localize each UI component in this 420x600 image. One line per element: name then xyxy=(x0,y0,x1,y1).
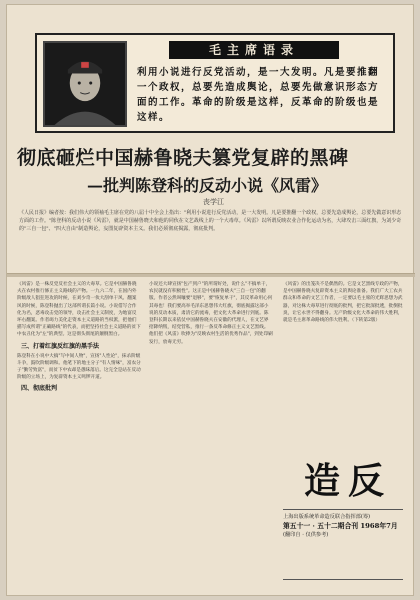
newspaper-page xyxy=(6,4,414,596)
paper-fold xyxy=(7,273,415,277)
section-heading: 四、彻底批判 xyxy=(21,385,58,393)
portrait-image xyxy=(43,41,127,127)
column-text: 《风雷》的出笼决不是偶然的。它是文艺黑线专政的产物，是中国赫鲁晓夫复辟资本主义的舆论准备。我们广大工农兵群众和革命的文艺工作者，一定要以毛主席的光辉思想为武器，对这株大毒草进行彻底的批判，把它批深批透，批倒批臭，让它永世不得翻身。无产阶级文化大革命的伟大胜利，就是毛主席革命路线的伟大胜利。（下转第2版） xyxy=(283,282,403,324)
masthead-title: 造反 xyxy=(303,460,392,502)
article-column-1 xyxy=(17,281,141,595)
divider xyxy=(283,509,403,510)
divider xyxy=(283,579,403,580)
quotation-title: 毛主席语录 xyxy=(169,41,339,59)
masthead-publisher: 上海出版系统革命造反联合指挥部(筹) xyxy=(283,514,371,520)
quotation-text: 利用小说进行反党活动，是一大发明。凡是要推翻一个政权，总要先造成舆论，总要先做意识形态方面的工作。革命的阶级是这样，反革命的阶级也是这样。 xyxy=(137,67,380,123)
article-headline: 彻底砸烂中国赫鲁晓夫篡党复辟的黑碑 xyxy=(17,147,349,169)
portrait-icon xyxy=(45,43,125,125)
article-author: 丧学江 xyxy=(203,198,224,206)
masthead-reprint: (翻印自 · 仅供参考) xyxy=(283,532,329,538)
article-column-3 xyxy=(283,281,405,443)
masthead-info xyxy=(283,513,407,540)
masthead-issue: 第五十一 · 五十二期合刊 1968年7月 xyxy=(283,522,398,530)
quotation-box xyxy=(35,33,395,133)
article-column-2 xyxy=(149,281,273,595)
section-heading: 三、打着红旗反红旗的黑手法 xyxy=(21,342,100,350)
article-intro: 《人民日报》编者按：我们伟大的领袖毛主席在党的八届十中全会上指出："利用小说进行反党活动，是一大发明。凡是要推翻一个政权，总要先造成舆论，总要先做意识形态方面的工作。"陈登科的反动小说《风雷》，就是中国赫鲁晓夫和他的同伙在文艺战线上的一个大毒草。《风雷》以所谓反映农业合作化运动为名，大肆攻击三面红旗，为刘少奇的"三自一包"、"四大自由"制造舆论，妄图复辟资本主义。我们必须彻底揭露，彻底批判。 xyxy=(19,210,402,232)
article-subheadline: —批判陈登科的反动小说《风雷》 xyxy=(87,176,328,195)
column-text: 小说还大肆宣扬"包产到户"的所谓好处，说什么"不搞单干，农民就没有积极性"。这正是中国赫鲁晓夫"三自一包"的翻版。作者公然叫嚷要"退够"，要"恢复单干"，其反革命用心何其毒也！我们要高举毛泽东思想伟大红旗，彻底揭露这部小说的反动本质，肃清它的流毒，把文化大革命进行到底。陈登科长期以来依仗中国赫鲁晓夫在安徽的代理人，在文艺界招降纳叛，结党营私，推行一条反革命修正主义文艺黑线。他们把《风雷》吹捧为"反映农村生活的优秀作品"，到处印刷发行，放毒无穷。 xyxy=(149,282,273,345)
column-text: 陈登科在小说中大搞"写中间人物"，宣扬"人性论"，抹杀阶级斗争，鼓吹阶级调和。他笔下的地主分子"有人情味"，富农分子"勤劳致富"，而贫下中农却是愚昧落后。这完全是站在反动阶级的立场上，为复辟资本主义鸣锣开道。 xyxy=(17,353,141,381)
column-text: 《风雷》是一株反党反社会主义的大毒草。它是中国赫鲁晓夫在农村推行修正主义路线的产物。一九六二年，在国内外阶级敌人猖狂进攻的时候，在刘少奇一伙大刮单干风、翻案风的时候，陈登科抛出了这部所谓长篇小说。小说借写合作化为名，恶毒攻击党的领导，攻击社会主义制度，为地富反坏右翻案。作者竭力美化走资本主义道路的当权派，把他们描写成所谓"正确路线"的代表，而把坚持社会主义道路的贫下中农丑化为"左"的典型。这是彻头彻尾的颠倒黑白。 xyxy=(17,282,141,338)
